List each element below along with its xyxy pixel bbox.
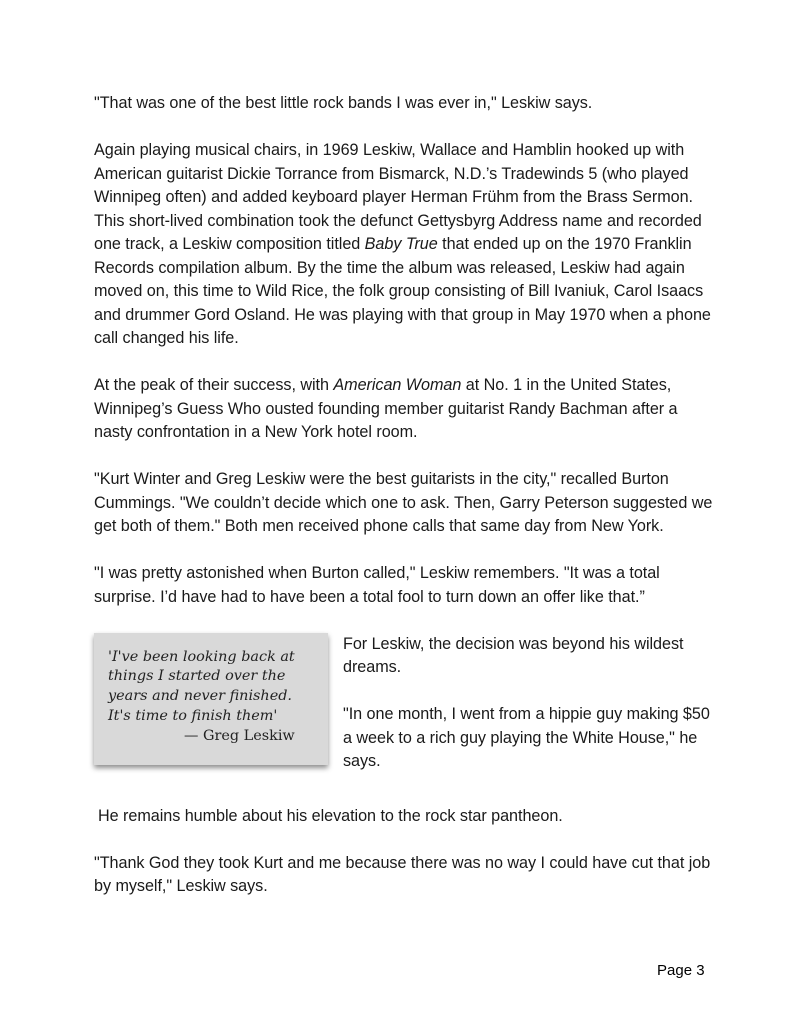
page-number: Page 3: [657, 962, 705, 979]
paragraph-2-text-b: that ended up on the 1970 Franklin Records compilation album. By the time the album was released, Leskiw had again moved on, this time to Wild Rice, the folk group consisting of Bill Ivaniuk, Carol Isaacs and drummer Gord Osland. He was playing with that group in May 1970 when a phone call changed his life.: [94, 235, 711, 347]
paragraph-1: "That was one of the best little rock bands I was ever in," Leskiw says.: [94, 94, 593, 112]
paragraph-3-text-b: at No. 1 in the United States, Winnipeg’s Guess Who ousted founding member guitarist Randy Bachman after a nasty confrontation in a New York hotel room.: [94, 376, 678, 441]
pullquote-attribution: — Greg Leskiw: [184, 727, 295, 744]
paragraph-4: "Kurt Winter and Greg Leskiw were the best guitarists in the city," recalled Burton Cummings. "We couldn’t decide which one to ask. Then, Garry Peterson suggested we get both of them." Both men received phone calls that same day from New York.: [94, 470, 713, 535]
paragraph-6: For Leskiw, the decision was beyond his wildest dreams.: [343, 634, 684, 676]
album-title: American Woman: [333, 376, 462, 394]
paragraph-3-text-a: At the peak of their success, with: [94, 376, 334, 394]
paragraph-2: [94, 139, 714, 351]
article-body: [94, 92, 714, 922]
pullquote-section: [94, 633, 714, 789]
paragraph-2-text-a: Again playing musical chairs, in 1969 Leskiw, Wallace and Hamblin hooked up with American guitarist Dickie Torrance from Bismarck, N.D.’s Tradewinds 5 (who played Winnipeg often) and added keyboard player Herman Frühm from the Brass Sermon. This short-lived combination took the defunct Gettysbyrg Address name and recorded one track, a Leskiw composition titled: [94, 141, 702, 253]
paragraph-9: "Thank God they took Kurt and me because there was no way I could have cut that job by myself," Leskiw says.: [94, 853, 711, 895]
pullquote-side-text: [343, 633, 715, 798]
paragraph-8: He remains humble about his elevation to the rock star pantheon.: [98, 806, 563, 825]
pullquote-box: [94, 633, 328, 765]
pullquote-text: 'I've been looking back at things I started over the years and never finished. It's time to finish them': [108, 648, 295, 724]
paragraph-3: [94, 374, 714, 445]
song-title: Baby True: [364, 235, 438, 253]
paragraph-7: "In one month, I went from a hippie guy making $50 a week to a rich guy playing the White House," he says.: [343, 705, 710, 770]
paragraph-5: "I was pretty astonished when Burton called," Leskiw remembers. "It was a total surprise. I’d have had to have been a total fool to turn down an offer like that.”: [94, 564, 660, 606]
